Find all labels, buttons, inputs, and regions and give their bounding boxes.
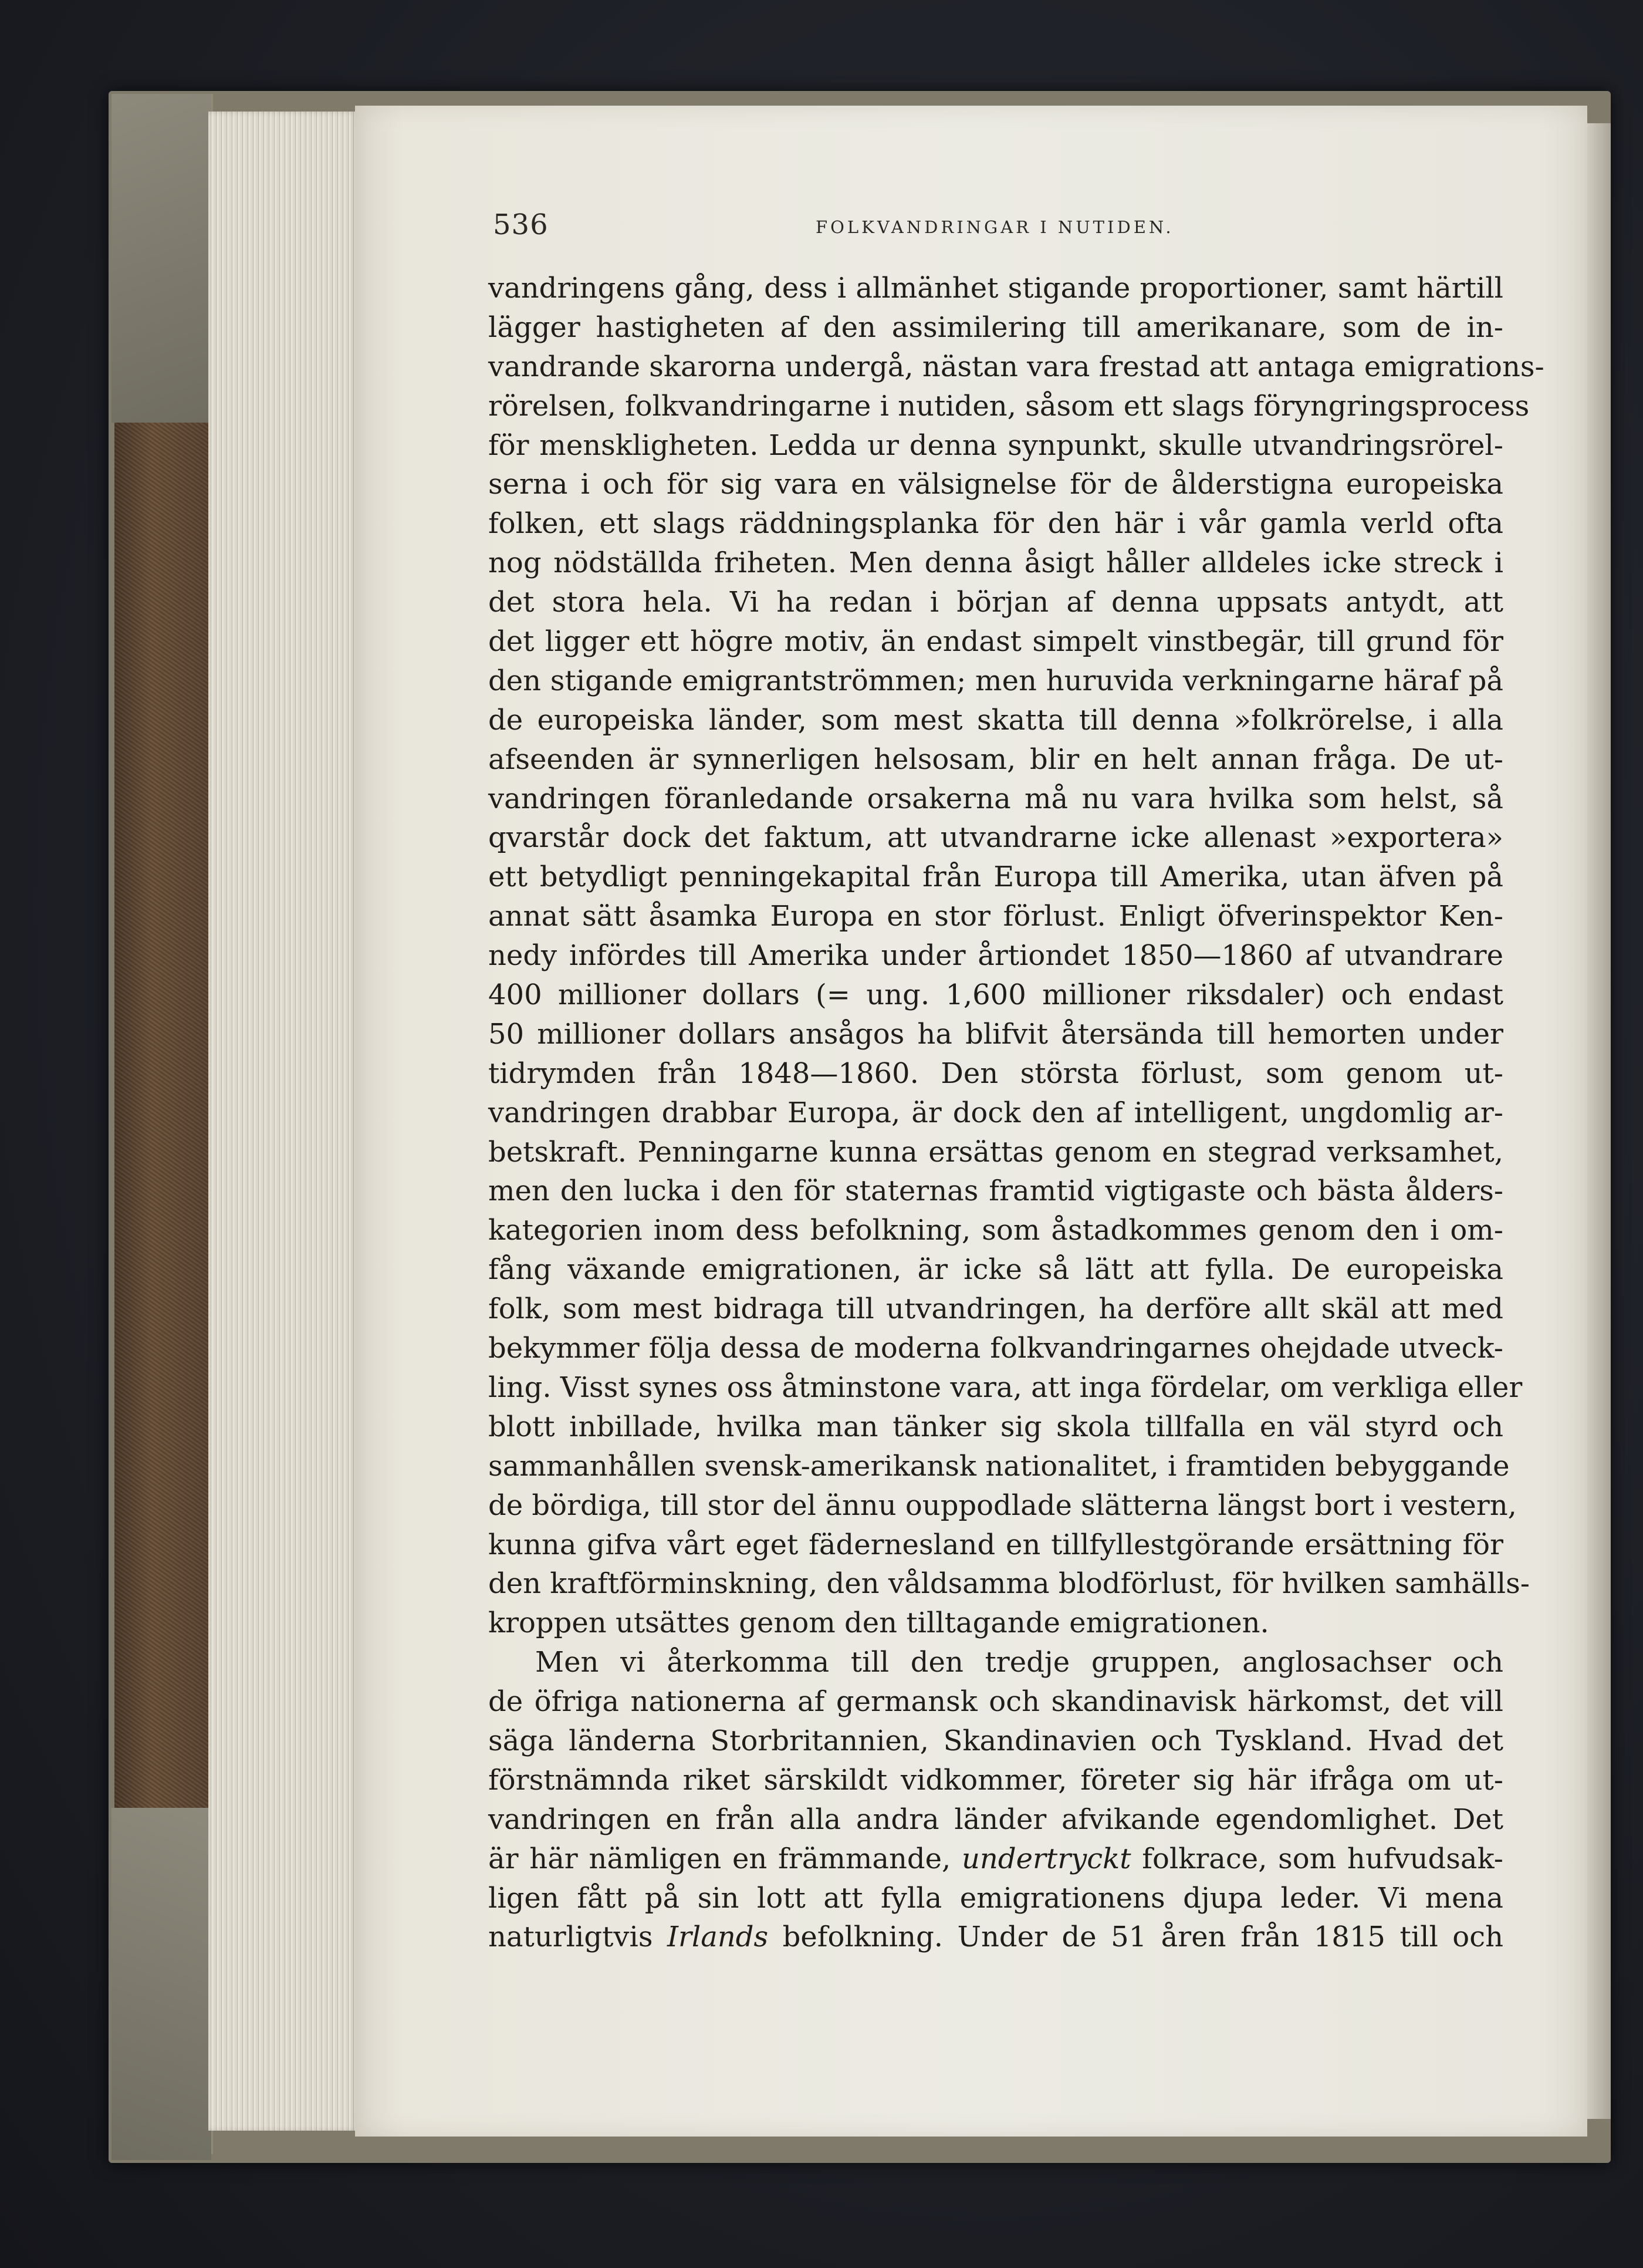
text-line: vandringen en från alla andra länder afvikande egendomlighet. Det xyxy=(488,1803,1503,1836)
text-line: fång växande emigrationen, är icke så lätt att fylla. De europeiska xyxy=(488,1253,1503,1287)
text-line: ligen fått på sin lott att fylla emigrationens djupa leder. Vi mena xyxy=(488,1881,1503,1915)
text-line: bekymmer följa dessa de moderna folkvandringarnes ohejdade utveck- xyxy=(488,1332,1503,1365)
text-line: serna i och för sig vara en välsignelse för de ålderstigna europeiska xyxy=(488,468,1503,501)
text-line: förstnämnda riket särskildt vidkommer, företer sig här ifråga om ut- xyxy=(488,1763,1503,1797)
text-line: men den lucka i den för staternas framtid vigtigaste och bästa ålders- xyxy=(488,1174,1503,1208)
page-edges xyxy=(208,112,358,2131)
binding-corner-top xyxy=(111,94,211,423)
text-line: kroppen utsättes genom den tilltagande emigrationen. xyxy=(488,1607,1269,1640)
text-line: kategorien inom dess befolkning, som åstadkommes genom den i om- xyxy=(488,1214,1503,1247)
text-line: de öfriga nationerna af germansk och skandinavisk härkomst, det vill xyxy=(488,1685,1503,1719)
text-line: folk, som mest bidraga till utvandringen, ha derföre allt skäl att med xyxy=(488,1292,1503,1326)
text-line: annat sätt åsamka Europa en stor förlust. Enligt öfverinspektor Ken- xyxy=(488,900,1503,933)
text-line: för menskligheten. Ledda ur denna synpunkt, skulle utvandringsrörel- xyxy=(488,428,1503,462)
text-line xyxy=(488,1840,1503,1879)
italic-emphasis: undertryckt xyxy=(962,1842,1131,1875)
text-line: qvarstår dock det faktum, att utvandrarne icke allenast »exportera» xyxy=(488,821,1503,855)
text-line: nog nödställda friheten. Men denna åsigt håller alldeles icke streck i xyxy=(488,546,1503,580)
binding-corner-bottom xyxy=(111,1808,211,2160)
text-line: afseenden är synnerligen helsosam, blir en helt annan fråga. De ut- xyxy=(488,743,1503,776)
text-line: den kraftförminskning, den våldsamma blodförlust, för hvilken samhälls- xyxy=(488,1567,1530,1601)
text-fragment: befolkning. Under de 51 åren från 1815 till och xyxy=(768,1921,1503,1954)
text-line: rörelsen, folkvandringarne i nutiden, såsom ett slags föryngringsprocess xyxy=(488,389,1530,423)
text-line: vandrande skarorna undergå, nästan vara frestad att antaga emigrations- xyxy=(488,350,1544,383)
text-line: 400 millioner dollars (= ung. 1,600 millioner riksdaler) och endast xyxy=(488,978,1503,1012)
page-number: 536 xyxy=(493,208,549,241)
running-head: FOLKVANDRINGAR I NUTIDEN. xyxy=(816,217,1174,237)
body-text xyxy=(488,269,1544,1957)
text-line: nedy infördes till Amerika under årtiondet 1850—1860 af utvandrare xyxy=(488,939,1503,973)
text-line: vandringens gång, dess i allmänhet stigande proportioner, samt härtill xyxy=(488,272,1503,305)
text-line: Men vi återkomma till den tredje gruppen, anglosachser och xyxy=(535,1646,1503,1679)
text-line: 50 millioner dollars ansågos ha blifvit återsända till hemorten under xyxy=(488,1017,1503,1051)
text-fragment: naturligtvis xyxy=(488,1921,667,1954)
text-line: de bördiga, till stor del ännu ouppodlade slätterna längst bort i vestern, xyxy=(488,1489,1517,1522)
text-fragment: folkrace, som hufvudsak- xyxy=(1131,1842,1503,1875)
text-line: vandringen drabbar Europa, är dock den af intelligent, ungdomlig ar- xyxy=(488,1096,1503,1129)
text-line: betskraft. Penningarne kunna ersättas genom en stegrad verksamhet, xyxy=(488,1135,1503,1169)
text-line: de europeiska länder, som mest skatta till denna »folkrörelse, i alla xyxy=(488,703,1503,737)
text-line: folken, ett slags räddningsplanka för den här i vår gamla verld ofta xyxy=(488,507,1503,541)
text-line xyxy=(488,1918,1503,1957)
text-line: sammanhållen svensk-amerikansk nationalitet, i framtiden bebyggande xyxy=(488,1449,1510,1483)
italic-emphasis: Irlands xyxy=(667,1921,769,1954)
next-page-edge xyxy=(1587,123,1611,2119)
text-line: ett betydligt penningekapital från Europa till Amerika, utan äfven på xyxy=(488,860,1503,894)
text-fragment: är här nämligen en främmande, xyxy=(488,1842,962,1875)
text-line: den stigande emigrantströmmen; men huruvida verkningarne häraf på xyxy=(488,664,1503,697)
text-line: blott inbillade, hvilka man tänker sig skola tillfalla en väl styrd och xyxy=(488,1410,1503,1443)
text-line: det ligger ett högre motiv, än endast simpelt vinstbegär, till grund för xyxy=(488,625,1503,659)
text-line: vandringen föranledande orsakerna må nu vara hvilka som helst, så xyxy=(488,782,1503,815)
text-line: det stora hela. Vi ha redan i början af denna uppsats antydt, att xyxy=(488,586,1503,619)
text-line: tidrymden från 1848—1860. Den största förlust, som genom ut- xyxy=(488,1057,1503,1090)
text-line: säga länderna Storbritannien, Skandinavien och Tyskland. Hvad det xyxy=(488,1724,1503,1757)
text-line: lägger hastigheten af den assimilering till amerikanare, som de in- xyxy=(488,310,1503,344)
text-line: ling. Visst synes oss åtminstone vara, att inga fördelar, om verkliga eller xyxy=(488,1371,1523,1404)
paragraph xyxy=(488,269,1544,1643)
text-line: kunna gifva vårt eget fädernesland en tillfyllestgörande ersättning för xyxy=(488,1528,1503,1561)
paragraph xyxy=(488,1643,1503,1957)
